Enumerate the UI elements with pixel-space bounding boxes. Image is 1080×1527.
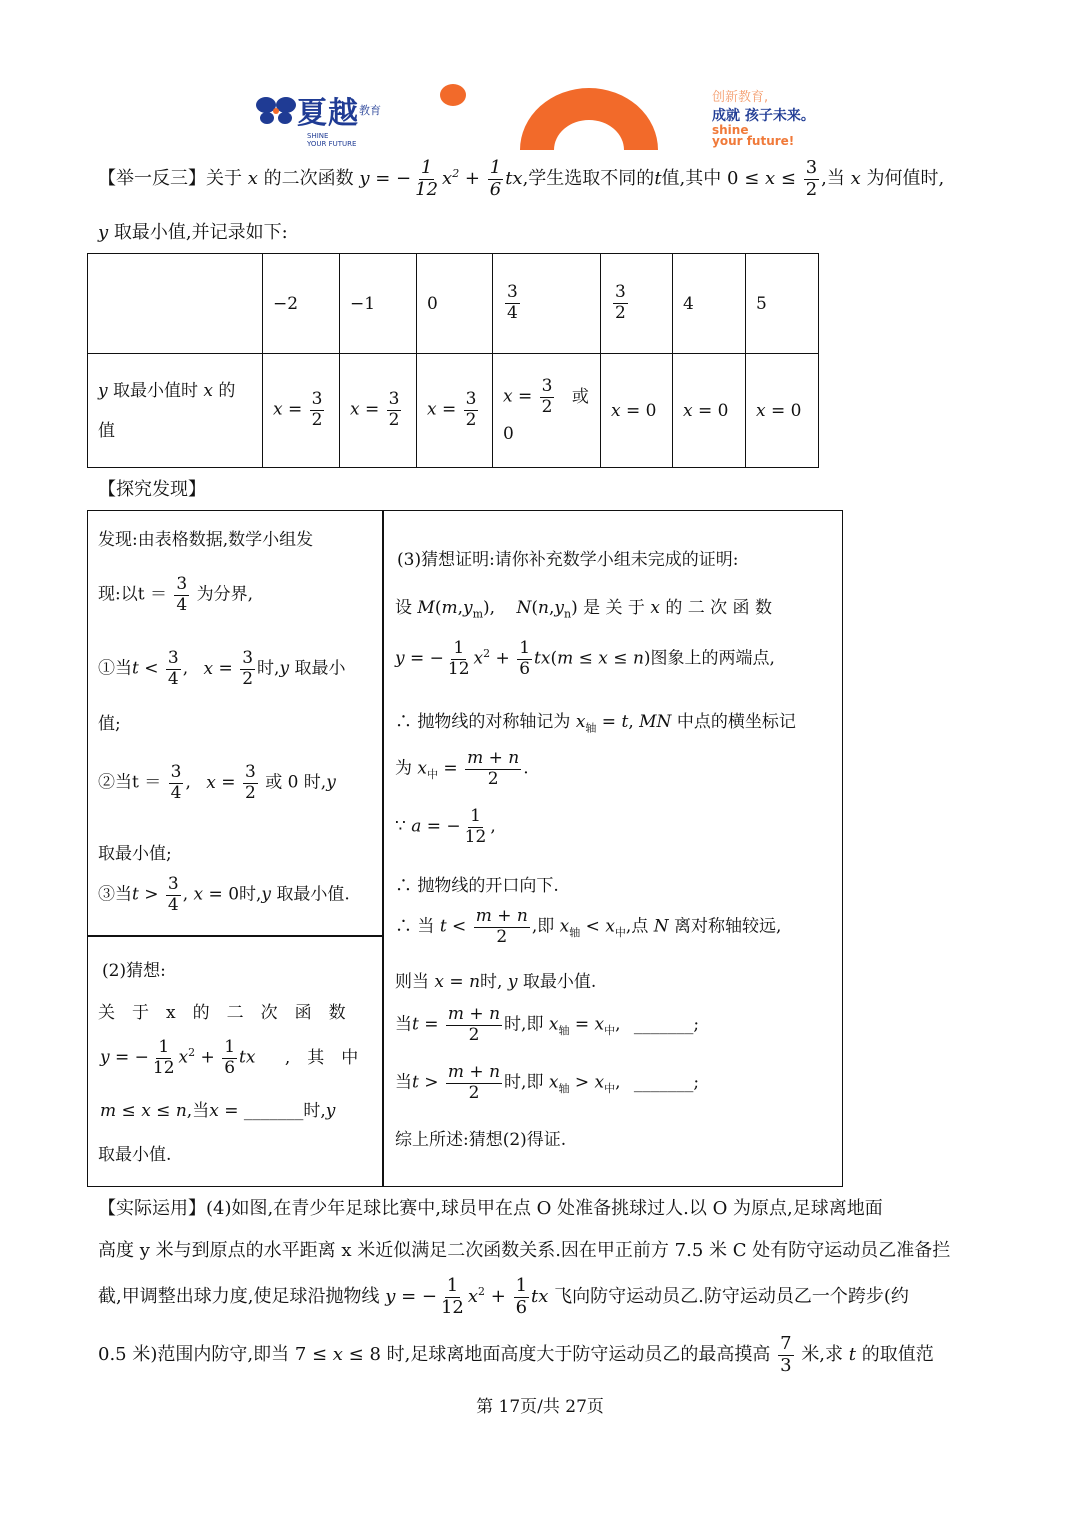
brand-suffix: 教育 [359, 104, 381, 117]
decor-arc-icon [518, 86, 660, 150]
table-cell [88, 254, 263, 354]
problem-line2: y 取最小值,并记录如下: [98, 222, 288, 243]
brand-name: 夏越 [297, 96, 359, 131]
table-cell: $\frac{3}{2}$ [601, 254, 673, 354]
table-cell: 0 [417, 254, 493, 354]
slogan-line2: 成就 孩子未来。 [712, 108, 815, 124]
page-number: 第 17页/共 27页 [476, 1397, 604, 1417]
table-cell: −2 [263, 254, 340, 354]
brand-sub2: YOUR FUTURE [307, 140, 357, 148]
table-cell: 4 [673, 254, 746, 354]
table-row-label: y 取最小值时 x 的 值 [88, 354, 263, 468]
table-cell: 5 [746, 254, 819, 354]
table-cell: x = $\frac{3}{2}$ [340, 354, 417, 468]
application-line4: 0.5 米)范围内防守,即当 7 ≤ x ≤ 8 时,足球离地面高度大于防守运动员乙的最高摸高 $\frac{7}{3}$ 米,求 t 的取值范 [98, 1333, 934, 1376]
brand-logo [255, 88, 381, 148]
table-row [88, 354, 819, 468]
application-line1: 【实际运用】(4)如图,在青少年足球比赛中,球员甲在点 O 处准备挑球过人.以 O 为原点,足球离地面 [98, 1198, 883, 1219]
record-table [87, 253, 819, 468]
table-cell: x = $\frac{3}{2}$ [263, 354, 340, 468]
table-cell: $\frac{3}{4}$ [493, 254, 601, 354]
decor-dot-icon [438, 82, 468, 108]
butterfly-icon [255, 93, 297, 127]
discovery-box: 发现:由表格数据,数学小组发 现:以t ＝ $\frac{3}{4}$ 为分界, ①当t < $\frac{3}{4}$ , x = $\frac{3}{2}$ 时,y 取最小 值; ②当t ＝ $\frac{3}{4}$ , x = $\frac{3}{2}$ 或 0 时,y 取最小值; ③当t > $\frac{3}{4}$ , x = 0时,y 取最小值. [87, 510, 384, 937]
table-cell: x = 0 [673, 354, 746, 468]
application-line2: 高度 y 米与到原点的水平距离 x 米近似满足二次函数关系.因在甲正前方 7.5 米 C 处有防守运动员乙准备拦 [98, 1240, 951, 1261]
domain-formula: 0 ≤ x ≤ $\frac{3}{2}$ [727, 157, 818, 200]
table-cell: x = 0 [746, 354, 819, 468]
table-cell: −1 [340, 254, 417, 354]
slogan-line3b: your future! [712, 134, 795, 148]
problem-line1: 【举一反三】关于 x 的二次函数 y = − $\frac{1}{12}$ $x^2$ + $\frac{1}{6}$ tx,学生选取不同的t值,其中 0 ≤ x ≤ $\frac{3}{2}$ ,当 x 为何值时, [98, 157, 945, 200]
proof-box: (3)猜想证明:请你补充数学小组未完成的证明: 设 $M(m,y_m)$, $N(n,y_n)$ 是 关 于 x 的 二 次 函 数 y = − $\frac{1}{12}$ $x^2$ + $\frac{1}{6}$ tx(m ≤ x ≤ n)图象上的两端点, ∴ 抛物线的对称轴记为 $x_轴 = t$, MN 中点的横坐标记 为 $x_中$ = $\frac{m + n}{2}$ . ∵ a = − $\frac{1}{12}$ , ∴ 抛物线的开口向下. ∴ 当 t < $\frac{m + n}{2}$ ,即 $x_轴 < x_中$,点 N 离对称轴较远, 则当 x = n时, y 取最小值. 当t = $\frac{m + n}{2}$ 时,即 $x_轴 = x_中$, _______; 当t > $\frac{m + n}{2}$ 时,即 $x_轴 > x_中$, _______; 综上所述:猜想(2)得证. [382, 510, 843, 1187]
conjecture-box: (2)猜想: 关 于 x 的 二 次 函 数 y = − $\frac{1}{12}$ $x^2$ + $\frac{1}{6}$ tx , 其 中 m ≤ x ≤ n,当x = _______时,y 取最小值. [87, 935, 384, 1187]
table-cell: x = $\frac{3}{2}$ 或 0 [493, 354, 601, 468]
slogan [712, 86, 815, 147]
table-cell: x = 0 [601, 354, 673, 468]
problem-tag: 【举一反三】 [98, 168, 206, 190]
explore-title: 【探究发现】 [98, 479, 206, 500]
function-formula: y = − $\frac{1}{12}$ $x^2$ + $\frac{1}{6}$ tx [359, 157, 523, 200]
slogan-line1: 创新教育, [712, 90, 769, 105]
table-cell: x = $\frac{3}{2}$ [417, 354, 493, 468]
application-line3: 截,甲调整出球力度,使足球沿抛物线 y = − $\frac{1}{12}$ $x^2$ + $\frac{1}{6}$ tx 飞向防守运动员乙.防守运动员乙一个跨步(约 [98, 1275, 909, 1318]
slogan-line3a: shine [712, 123, 749, 137]
table-row [88, 254, 819, 354]
brand-sub1: SHINE [307, 132, 329, 140]
